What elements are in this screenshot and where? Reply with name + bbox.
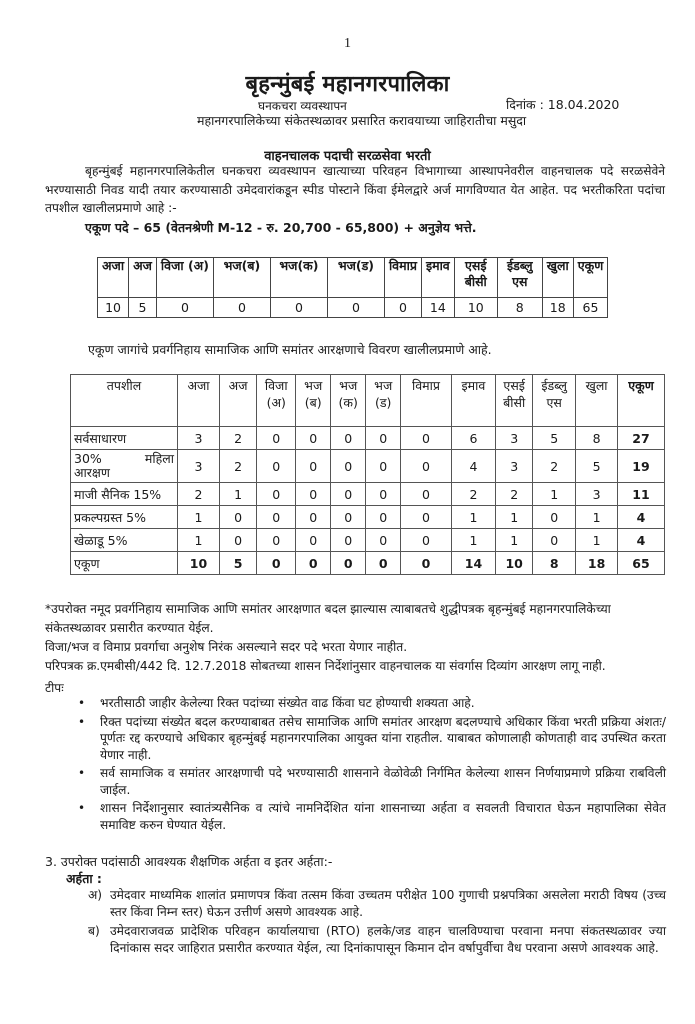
cell: 18 bbox=[576, 552, 618, 575]
distribution-row bbox=[71, 450, 665, 483]
cell: 1 bbox=[496, 506, 533, 529]
intro-paragraph bbox=[45, 162, 665, 218]
row-label-part: आरक्षण bbox=[74, 465, 110, 480]
summary-header: विजा (अ) bbox=[156, 258, 213, 298]
row-total: 4 bbox=[617, 506, 664, 529]
row-label: माजी सैनिक 15% bbox=[71, 483, 178, 506]
distribution-header: भज (क) bbox=[331, 375, 366, 427]
cell: 0 bbox=[296, 506, 331, 529]
total-posts-line: एकूण पदे – 65 (वेतनश्रेणी M-12 - रु. 20,700 - 65,800) + अनुज्ञेय भत्ते. bbox=[85, 220, 477, 235]
org-title: बृहन्मुंबई महानगरपालिका bbox=[245, 72, 450, 97]
tip-item bbox=[78, 695, 666, 712]
department-name: घनकचरा व्यवस्थापन bbox=[258, 99, 347, 113]
note-line: विजा/भज व विमाप्र प्रवर्गाचा अनुशेष निरंक असल्याने सदर पदे भरता येणार नाहीत. bbox=[45, 640, 408, 654]
bullet-icon: • bbox=[78, 696, 86, 710]
summary-value: 0 bbox=[270, 298, 327, 318]
cell: 0 bbox=[296, 552, 331, 575]
tip-label: टीपः bbox=[45, 681, 64, 695]
summary-value: 5 bbox=[129, 298, 157, 318]
summary-value: 65 bbox=[573, 298, 608, 318]
row-total: 19 bbox=[617, 450, 664, 483]
distribution-row bbox=[71, 427, 665, 450]
cell: 6 bbox=[451, 427, 495, 450]
row-total: 4 bbox=[617, 529, 664, 552]
summary-header-row bbox=[98, 258, 608, 298]
distribution-header: भज (ब) bbox=[296, 375, 331, 427]
distribution-caption: एकूण जागांचे प्रवर्गनिहाय सामाजिक आणि समांतर आरक्षणाचे विवरण खालीलप्रमाणे आहे. bbox=[88, 342, 492, 357]
distribution-total-row bbox=[71, 552, 665, 575]
item-marker: अ) bbox=[88, 888, 103, 902]
summary-header: अज bbox=[129, 258, 157, 298]
row-label: एकूण bbox=[71, 552, 178, 575]
tip-list bbox=[78, 695, 666, 835]
cell: 10 bbox=[496, 552, 533, 575]
distribution-header: तपशील bbox=[71, 375, 178, 427]
cell: 0 bbox=[257, 483, 296, 506]
cell: 2 bbox=[496, 483, 533, 506]
summary-header: एसई बीसी bbox=[454, 258, 497, 298]
cell: 0 bbox=[533, 506, 576, 529]
cell: 10 bbox=[178, 552, 220, 575]
summary-value: 0 bbox=[327, 298, 384, 318]
tip-item bbox=[78, 800, 666, 833]
summary-value: 0 bbox=[384, 298, 421, 318]
cell: 1 bbox=[451, 506, 495, 529]
distribution-row bbox=[71, 483, 665, 506]
summary-header: इमाव bbox=[421, 258, 454, 298]
bullet-icon: • bbox=[78, 714, 86, 729]
cell: 0 bbox=[257, 506, 296, 529]
qualification-text: उमेदवाराजवळ प्रादेशिक परिवहन कार्यालयाचा (RTO) हलके/जड वाहन चालविण्याचा परवाना मनपा संकतस्थळावर ज्या दिनांकास सदर जाहिरात प्रसारीत करण्यात येईल, त्या दिनांकापासून किमान दोन वर्षापुर्वीचा वैध परवाना असणे आवश्यक आहे. bbox=[110, 924, 666, 955]
cell: 1 bbox=[496, 529, 533, 552]
distribution-header: विमाप्र bbox=[401, 375, 452, 427]
distribution-header-total: एकूण bbox=[617, 375, 664, 427]
bullet-icon: • bbox=[78, 766, 86, 780]
cell: 1 bbox=[178, 506, 220, 529]
qualifications-heading: 3. उपरोक्त पदांसाठी आवश्यक शैक्षणिक अर्हता व इतर अर्हता:- bbox=[45, 854, 333, 869]
cell: 3 bbox=[496, 450, 533, 483]
cell: 0 bbox=[331, 552, 366, 575]
cell: 0 bbox=[257, 427, 296, 450]
distribution-header: विजा (अ) bbox=[257, 375, 296, 427]
cell: 1 bbox=[219, 483, 256, 506]
row-label: खेळाडू 5% bbox=[71, 529, 178, 552]
summary-header: एकूण bbox=[573, 258, 608, 298]
cell: 3 bbox=[496, 427, 533, 450]
cell: 3 bbox=[178, 427, 220, 450]
cell: 5 bbox=[219, 552, 256, 575]
item-marker: ब) bbox=[88, 924, 100, 938]
cell: 3 bbox=[178, 450, 220, 483]
tip-item bbox=[78, 765, 666, 798]
cell: 0 bbox=[331, 529, 366, 552]
distribution-header: अज bbox=[219, 375, 256, 427]
cell: 2 bbox=[219, 450, 256, 483]
summary-header: खुला bbox=[542, 258, 573, 298]
notes-block bbox=[45, 600, 675, 676]
summary-table bbox=[97, 257, 608, 318]
summary-header: भज(ब) bbox=[213, 258, 270, 298]
summary-value: 10 bbox=[98, 298, 129, 318]
tip-text: रिक्त पदांच्या संख्येत बदल करण्याबाबत तसेच सामाजिक आणि समांतर आरक्षण बदलण्याचे अधिकार किंवा भरती प्रक्रिया अंशतः/पूर्णतः रद्द करण्याचे अधिकार बृहन्मुंबई महानगरपालिका आयुक्त यांना राहतील. याबाबत कोणालाही कोणताही वाद उपस्थित करता येणार नाही. bbox=[100, 714, 666, 762]
cell: 0 bbox=[219, 529, 256, 552]
cell: 0 bbox=[401, 483, 452, 506]
cell: 1 bbox=[576, 529, 618, 552]
cell: 0 bbox=[296, 529, 331, 552]
distribution-table bbox=[70, 374, 665, 575]
cell: 0 bbox=[366, 529, 401, 552]
bullet-icon: • bbox=[78, 801, 86, 815]
cell: 8 bbox=[533, 552, 576, 575]
draft-subtitle: महानगरपालिकेच्या संकेतस्थळावर प्रसारित करावयाच्या जाहिरातीचा मसुदा bbox=[197, 113, 527, 128]
qualifications-list bbox=[88, 887, 666, 959]
cell: 5 bbox=[533, 427, 576, 450]
row-label-line bbox=[74, 452, 174, 466]
page-number: 1 bbox=[344, 36, 351, 51]
cell: 8 bbox=[576, 427, 618, 450]
cell: 14 bbox=[451, 552, 495, 575]
cell: 0 bbox=[533, 529, 576, 552]
summary-value: 8 bbox=[497, 298, 542, 318]
qualification-text: उमेदवार माध्यमिक शालांत प्रमाणपत्र किंवा तत्सम किंवा उच्चतम परीक्षेत 100 गुणाची प्रश्नपत्रिका असलेला मराठी विषय (उच्च स्तर किंवा निम्न स्तर) घेऊन उत्तीर्ण असणे आवश्यक आहे. bbox=[110, 888, 666, 919]
cell: 0 bbox=[257, 450, 296, 483]
cell: 0 bbox=[366, 552, 401, 575]
row-label: प्रकल्पग्रस्त 5% bbox=[71, 506, 178, 529]
cell: 0 bbox=[296, 427, 331, 450]
distribution-header: ईडब्लु एस bbox=[533, 375, 576, 427]
summary-header: भज(ड) bbox=[327, 258, 384, 298]
distribution-row bbox=[71, 506, 665, 529]
tip-text: सर्व सामाजिक व समांतर आरक्षणाची पदे भरण्यासाठी शासनाने वेळोवेळी निर्गमित केलेल्या शासन निर्णयाप्रमाणे प्रक्रिया राबविली जाईल. bbox=[100, 766, 666, 797]
cell: 1 bbox=[533, 483, 576, 506]
summary-header: ईडब्लु एस bbox=[497, 258, 542, 298]
cell: 1 bbox=[178, 529, 220, 552]
row-total: 11 bbox=[617, 483, 664, 506]
note-line: *उपरोक्त नमूद प्रवर्गनिहाय सामाजिक आणि समांतर आरक्षणात बदल झाल्यास त्याबाबतचे शुद्धीपत्रक बृहन्मुंबई महानगरपालिकेच्या संकेतस्थळावर प्रसारीत करण्यात येईल. bbox=[45, 602, 611, 635]
cell: 0 bbox=[296, 450, 331, 483]
tip-text: भरतीसाठी जाहीर केलेल्या रिक्त पदांच्या संख्येत वाढ किंवा घट होण्याची शक्यता आहे. bbox=[100, 696, 475, 710]
row-total: 27 bbox=[617, 427, 664, 450]
summary-value: 0 bbox=[213, 298, 270, 318]
cell: 0 bbox=[296, 483, 331, 506]
summary-value: 10 bbox=[454, 298, 497, 318]
row-label-part: 30% bbox=[74, 451, 102, 466]
cell: 0 bbox=[366, 450, 401, 483]
summary-value: 18 bbox=[542, 298, 573, 318]
tip-text: शासन निर्देशानुसार स्वातंत्र्यसैनिक व त्यांचे नामनिर्देशित यांना शासनाच्या अर्हता व सवलती विचारात घेऊन महापालिका सेवेत समाविष्ट करुन घेण्यात येईल. bbox=[100, 801, 666, 832]
summary-value: 0 bbox=[156, 298, 213, 318]
cell: 0 bbox=[401, 529, 452, 552]
distribution-header: इमाव bbox=[451, 375, 495, 427]
cell: 0 bbox=[257, 552, 296, 575]
document-date: दिनांक : 18.04.2020 bbox=[506, 97, 620, 112]
section-heading: वाहनचालक पदाची सरळसेवा भरती bbox=[264, 149, 431, 164]
cell: 0 bbox=[331, 506, 366, 529]
distribution-header-row bbox=[71, 375, 665, 427]
cell: 0 bbox=[331, 450, 366, 483]
summary-header: भज(क) bbox=[270, 258, 327, 298]
row-total: 65 bbox=[617, 552, 664, 575]
cell: 0 bbox=[401, 552, 452, 575]
cell: 2 bbox=[219, 427, 256, 450]
intro-text: बृहन्मुंबई महानगरपालिकेतील घनकचरा व्यवस्थापन खात्याच्या परिवहन विभागाच्या आस्थापनेवरील वाहनचालक पदे सरळसेवेने भरण्यासाठी निवड यादी तयार करण्यासाठी उमेदवारांकडून स्पीड पोस्टाने किंवा ईमेलद्वारे अर्ज मागविण्यात येत आहेत. पद भरतीकरिता पदांचा तपशील खालीलप्रमाणे आहे :- bbox=[45, 164, 665, 215]
distribution-row bbox=[71, 529, 665, 552]
distribution-header: अजा bbox=[178, 375, 220, 427]
cell: 0 bbox=[401, 450, 452, 483]
qualifications-label: अर्हता : bbox=[66, 871, 102, 886]
distribution-header: एसई बीसी bbox=[496, 375, 533, 427]
cell: 0 bbox=[331, 427, 366, 450]
cell: 0 bbox=[366, 506, 401, 529]
cell: 0 bbox=[219, 506, 256, 529]
cell: 0 bbox=[366, 483, 401, 506]
distribution-header: भज (ड) bbox=[366, 375, 401, 427]
tip-item bbox=[78, 714, 666, 764]
cell: 4 bbox=[451, 450, 495, 483]
cell: 0 bbox=[257, 529, 296, 552]
row-label: सर्वसाधारण bbox=[71, 427, 178, 450]
summary-value: 14 bbox=[421, 298, 454, 318]
cell: 0 bbox=[401, 506, 452, 529]
distribution-header: खुला bbox=[576, 375, 618, 427]
cell: 2 bbox=[178, 483, 220, 506]
cell: 1 bbox=[451, 529, 495, 552]
summary-values-row bbox=[98, 298, 608, 318]
cell: 2 bbox=[533, 450, 576, 483]
cell: 0 bbox=[401, 427, 452, 450]
summary-header: विमाप्र bbox=[384, 258, 421, 298]
cell: 5 bbox=[576, 450, 618, 483]
note-line: परिपत्रक क्र.एमबीसी/442 दि. 12.7.2018 सोबतच्या शासन निर्देशांनुसार वाहनचालक या संवर्गास दिव्यांग आरक्षण लागू नाही. bbox=[45, 659, 606, 673]
cell: 3 bbox=[576, 483, 618, 506]
cell: 2 bbox=[451, 483, 495, 506]
row-label-part: महिला bbox=[144, 451, 174, 466]
qualification-item bbox=[88, 923, 666, 957]
qualification-item bbox=[88, 887, 666, 921]
row-label bbox=[71, 450, 178, 483]
cell: 1 bbox=[576, 506, 618, 529]
cell: 0 bbox=[366, 427, 401, 450]
summary-header: अजा bbox=[98, 258, 129, 298]
cell: 0 bbox=[331, 483, 366, 506]
